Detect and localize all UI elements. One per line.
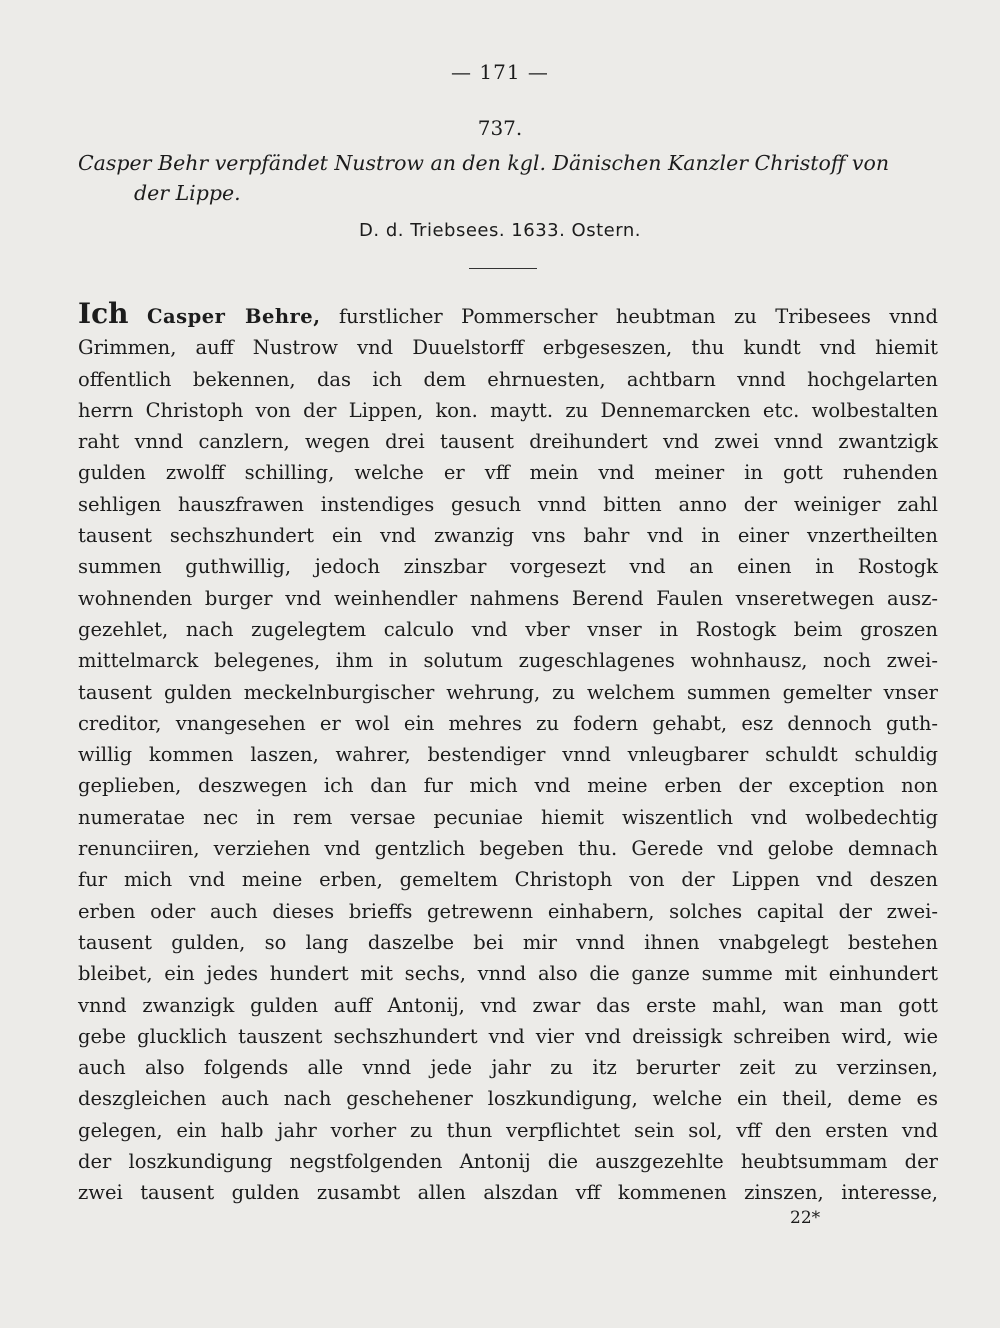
body-line: gulden zwolff schilling, welche er vff mein vnd meiner in gott ruhenden bbox=[78, 461, 938, 485]
body-line: gezehlet, nach zugelegtem calculo vnd vber vnser in Rostogk beim groszen bbox=[78, 617, 938, 641]
place-and-date: D. d. Triebsees. 1633. Ostern. bbox=[359, 220, 641, 241]
body-line: tausent gulden meckelnburgischer wehrung, zu welchem summen gemelter vnser bbox=[78, 680, 938, 704]
running-head: — 171 — bbox=[451, 60, 549, 84]
body-line: tausent sechszhundert ein vnd zwanzig vns bahr vnd in einer vnzertheilten bbox=[78, 524, 938, 548]
signature-mark: 22* bbox=[790, 1208, 821, 1228]
initial-word: Ich bbox=[78, 297, 129, 330]
body-line: deszgleichen auch nach geschehener loszkundigung, welche ein theil, deme es bbox=[78, 1087, 938, 1111]
summary-line-1: Casper Behr verpfändet Nustrow an den kgl. Dänischen Kanzler Christoff von bbox=[78, 151, 890, 175]
body-line: furstlicher Pommerscher heubtman zu Tribesees vnnd bbox=[338, 305, 938, 328]
body-line: auch also folgends alle vnnd jede jahr zu itz berurter zeit zu verzinsen, bbox=[78, 1056, 938, 1080]
body-line: geplieben, deszwegen ich dan fur mich vnd meine erben der exception non bbox=[78, 774, 938, 798]
body-line: raht vnnd canzlern, wegen drei tausent dreihundert vnd zwei vnnd zwantzigk bbox=[78, 430, 938, 454]
body-line: willig kommen laszen, wahrer, bestendiger vnnd vnleugbarer schuldt schuldig bbox=[78, 743, 938, 767]
body-line: gebe glucklich tauszent sechszhundert vnd vier vnd dreissigk schreiben wird, wie bbox=[78, 1024, 938, 1048]
body-line: summen guthwillig, jedoch zinszbar vorgesezt vnd an einen in Rostogk bbox=[78, 555, 938, 579]
body-line: der loszkundigung negstfolgenden Antonij die auszgezehlte heubtsummam der bbox=[78, 1150, 938, 1174]
author-name: Casper Behre, bbox=[146, 305, 321, 328]
body-line: numeratae nec in rem versae pecuniae hiemit wiszentlich vnd wolbedechtig bbox=[78, 805, 938, 829]
body-line: tausent gulden, so lang daszelbe bei mir vnnd ihnen vnabgelegt bestehen bbox=[78, 930, 938, 954]
body-line: Grimmen, auff Nustrow vnd Duuelstorff erbgeseszen, thu kundt vnd hiemit bbox=[78, 336, 938, 360]
body-text bbox=[78, 298, 938, 1209]
body-line: herrn Christoph von der Lippen, kon. maytt. zu Dennemarcken etc. wolbestalten bbox=[78, 398, 938, 422]
body-line: zwei tausent gulden zusambt allen alszdan vff kommenen zinszen, interesse, bbox=[78, 1181, 938, 1205]
body-line: gelegen, ein halb jahr vorher zu thun verpflichtet sein sol, vff den ersten vnd bbox=[78, 1118, 938, 1142]
body-line: offentlich bekennen, das ich dem ehrnuesten, achtbarn vnnd hochgelarten bbox=[78, 367, 938, 391]
body-line: mittelmarck belegenes, ihm in solutum zugeschlagenes wohnhausz, noch zwei- bbox=[78, 649, 938, 673]
body-line: vnnd zwanzigk gulden auff Antonij, vnd zwar das erste mahl, wan man gott bbox=[78, 993, 938, 1017]
body-line-first bbox=[78, 298, 938, 332]
body-line: erben oder auch dieses brieffs getrewenn einhabern, solches capital der zwei- bbox=[78, 899, 938, 923]
body-line: fur mich vnd meine erben, gemeltem Christoph von der Lippen vnd deszen bbox=[78, 868, 938, 892]
document-number: 737. bbox=[477, 116, 523, 140]
body-line: renunciiren, verziehen vnd gentzlich begeben thu. Gerede vnd gelobe demnach bbox=[78, 837, 938, 861]
body-line: sehligen hauszfrawen instendiges gesuch vnnd bitten anno der weiniger zahl bbox=[78, 492, 938, 516]
summary-line-2: der Lippe. bbox=[134, 181, 241, 205]
body-line: creditor, vnangesehen er wol ein mehres zu fodern gehabt, esz dennoch guth- bbox=[78, 711, 938, 735]
body-line: wohnenden burger vnd weinhendler nahmens Berend Faulen vnseretwegen ausz- bbox=[78, 586, 938, 610]
separator-rule bbox=[469, 268, 537, 269]
document-summary bbox=[78, 148, 938, 208]
body-line: bleibet, ein jedes hundert mit sechs, vnnd also die ganze summe mit einhundert bbox=[78, 962, 938, 986]
